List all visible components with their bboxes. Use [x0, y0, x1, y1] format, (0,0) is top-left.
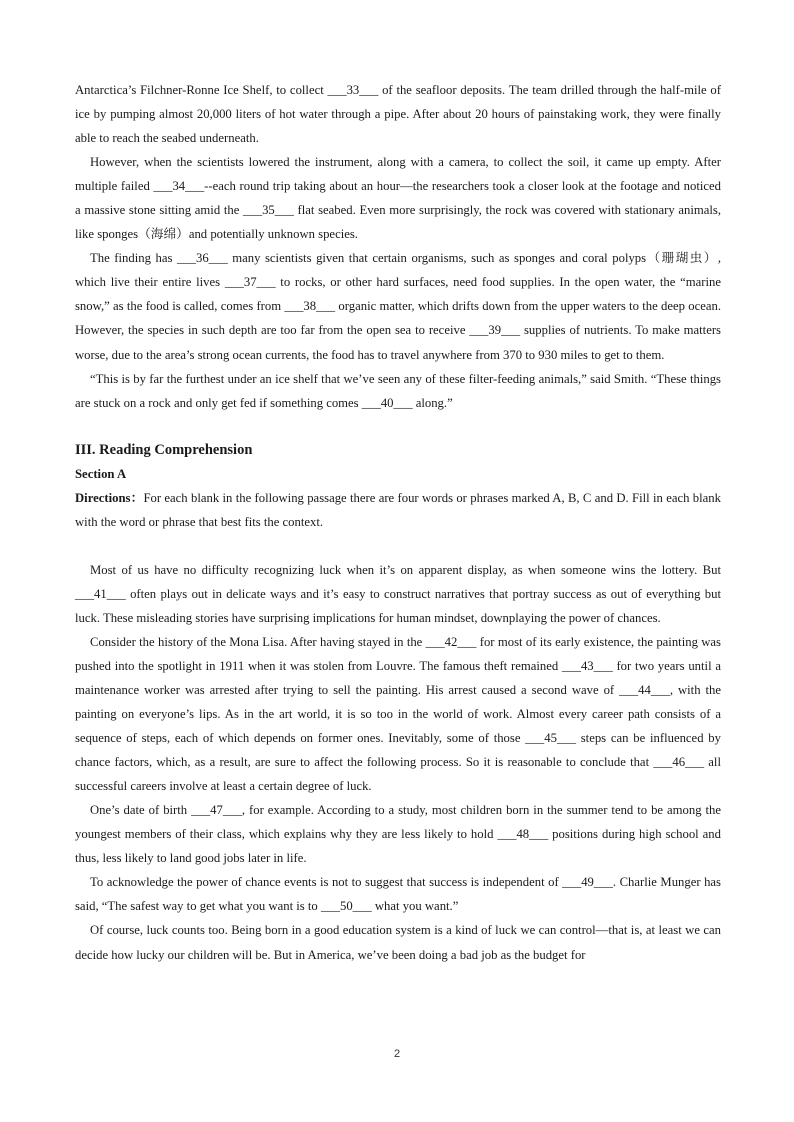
- page-number: 2: [393, 1048, 401, 1060]
- section-heading: III. Reading Comprehension: [75, 441, 253, 458]
- spacer: [75, 534, 721, 558]
- paragraph-1: Antarctica’s Filchner-Ronne Ice Shelf, to collect ___33___ of the seafloor deposits. The team drilled through the half-mile of ice by pumping almost 20,000 liters of hot water through a pipe. After about 20 hours of painstaking work, they were finally able to reach the seabed underneath.: [75, 83, 721, 146]
- cloze-passage-luck: [75, 558, 721, 967]
- paragraph-2: However, when the scientists lowered the instrument, along with a camera, to collect the soil, it came up empty. After multiple failed ___34___--each round trip taking about an hour—the researchers took a closer look at the footage and noticed a massive stone sitting amid the ___35___ flat seabed. Even more surprisingly, the rock was covered with stationary animals, like sponges（海绵）and potentially unknown species.: [75, 155, 721, 242]
- directions-text: For each blank in the following passage there are four words or phrases marked A, B, C and D. Fill in each blank with the word or phrase that best fits the context.: [75, 490, 721, 529]
- directions: [75, 486, 721, 534]
- section-label: Section A: [75, 466, 127, 481]
- reading-comprehension-section: [75, 438, 721, 534]
- page-content: [75, 78, 721, 967]
- directions-label: Directions：: [75, 490, 144, 505]
- paragraph-4: “This is by far the furthest under an ice shelf that we’ve seen any of these filter-feeding animals,” said Smith. “These things are stuck on a rock and only get fed if something comes ___40___ along.”: [75, 371, 721, 410]
- paragraph-5: Of course, luck counts too. Being born in a good education system is a kind of luck we can control—that is, at least we can decide how lucky our children will be. But in America, we’ve been doing a bad job as the budget for: [75, 923, 721, 962]
- paragraph-4: To acknowledge the power of chance events is not to suggest that success is independent of ___49___. Charlie Munger has said, “The safest way to get what you want is to ___50___ what you want.”: [75, 875, 721, 914]
- cloze-passage-ice-shelf: [75, 78, 721, 415]
- spacer: [75, 415, 721, 438]
- paragraph-3: One’s date of birth ___47___, for example. According to a study, most children born in the summer tend to be among the youngest members of their class, which explains why they are less likely to hold ___48___ positions during high school and thus, less likely to land good jobs later in life.: [75, 803, 721, 866]
- paragraph-2: Consider the history of the Mona Lisa. After having stayed in the ___42___ for most of its early existence, the painting was pushed into the spotlight in 1911 when it was stolen from Louvre. The famous theft remained ___43___ for two years until a maintenance worker was arrested after trying to sell the painting. His arrest caused a second wave of ___44___, with the painting on everyone’s lips. As in the art world, it is so too in the world of work. Almost every career path consists of a sequence of steps, each of which depends on former ones. Inevitably, some of those ___45___ steps can be influenced by chance factors, which, as a result, are sure to affect the following process. So it is reasonable to conclude that ___46___ all successful careers involve at least a certain degree of luck.: [75, 634, 721, 794]
- paragraph-1: Most of us have no difficulty recognizing luck when it’s on apparent display, as when someone wins the lottery. But ___41___ often plays out in delicate ways and it’s easy to construct narratives that portray success as out of everything but luck. These misleading stories have surprising implications for human mindset, downplaying the power of chances.: [75, 562, 721, 625]
- paragraph-3: The finding has ___36___ many scientists given that certain organisms, such as sponges and coral polyps（珊瑚虫）, which live their entire lives ___37___ to rocks, or other hard surfaces, need food supplies. In the open water, the “marine snow,” as the food is called, comes from ___38___ organic matter, which drifts down from the upper waters to the deep ocean. However, the species in such depth are too far from the open sea to receive ___39___ supplies of nutrients. To make matters worse, due to the area’s strong ocean currents, the food has to travel anywhere from 370 to 930 miles to get to them.: [75, 251, 721, 362]
